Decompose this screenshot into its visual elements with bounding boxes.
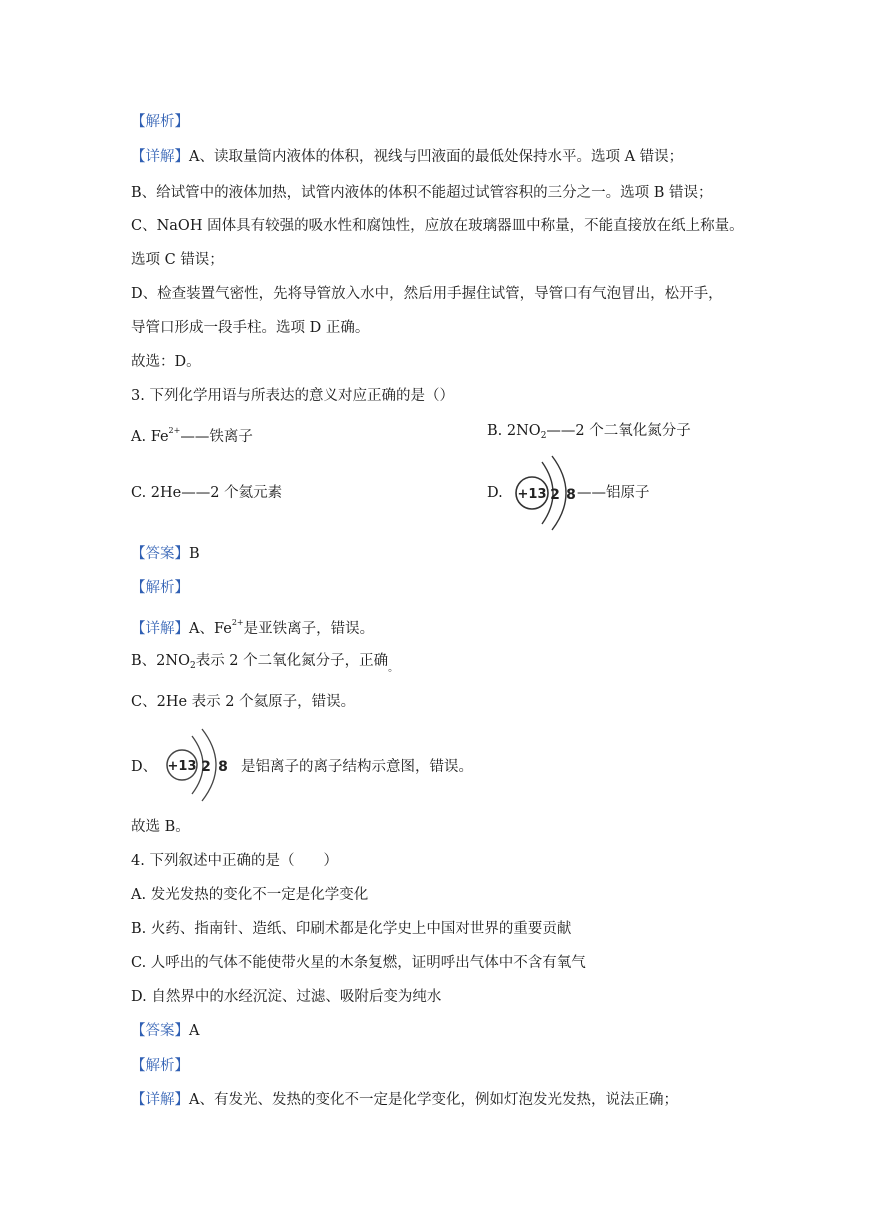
nucleus-charge: +13 (517, 487, 547, 502)
detail-line-c1: C、NaOH 固体具有较强的吸水性和腐蚀性，应放在玻璃器皿中称量，不能直接放在纸上称量。 (131, 218, 744, 234)
detail-line-d1: D、检查装置气密性，先将导管放入水中，然后用手握住试管，导管口有气泡冒出，松开手， (131, 286, 723, 302)
shell-2-electrons: 8 (566, 487, 576, 503)
q3-explanation-b (131, 651, 398, 679)
option-text: ——2 个二氧化氮分子 (546, 423, 691, 439)
q4-explanation-a (131, 1090, 678, 1110)
q3-option-d-text: ——铝原子 (577, 485, 650, 501)
analysis-tag: 【解析】 (131, 1058, 189, 1074)
q3-explanation-a (131, 613, 374, 639)
q3-conclusion: 故选 B。 (131, 819, 190, 835)
option-label: A. Fe (131, 429, 169, 445)
detail-line-a (131, 147, 683, 167)
answer-line (131, 544, 200, 564)
aluminum-ion-diagram (162, 724, 242, 806)
exp-text: 表示 2 个二氧化氮分子，正确 (195, 653, 389, 669)
detail-tag: 【详解】 (131, 149, 189, 165)
detail-tag: 【详解】 (131, 1092, 189, 1108)
q4-option-b: B. 火药、指南针、造纸、印刷术都是化学史上中国对世界的重要贡献 (131, 921, 572, 937)
detail-tag: 【详解】 (131, 621, 189, 637)
shell-2-electrons: 8 (218, 759, 228, 775)
q3-option-a (131, 421, 253, 447)
option-label: B. 2NO (487, 423, 541, 439)
exp-text: B、2NO (131, 653, 190, 669)
exp-punct: 。 (388, 663, 399, 674)
q3-option-d-label: D. (487, 485, 503, 501)
q4-option-d: D. 自然界中的水经沉淀、过滤、吸附后变为纯水 (131, 989, 442, 1005)
exp-text: A、有发光、发热的变化不一定是化学变化，例如灯泡发光发热，说法正确； (189, 1092, 678, 1108)
detail-line-c2: 选项 C 错误； (131, 252, 224, 268)
answer-value: B (189, 546, 200, 562)
q3-explanation-d-text: 是铝离子的离子结构示意图，错误。 (241, 759, 473, 775)
analysis-tag: 【解析】 (131, 580, 189, 596)
exp-text: A、Fe (189, 621, 232, 637)
exp-text: 是亚铁离子，错误。 (243, 621, 375, 637)
shell-1-electrons: 2 (201, 759, 211, 775)
aluminum-atom-diagram (508, 452, 588, 534)
q3-option-b (487, 421, 691, 446)
analysis-tag: 【解析】 (131, 114, 189, 130)
detail-text: A、读取量筒内液体的体积，视线与凹液面的最低处保持水平。选项 A 错误； (189, 149, 684, 165)
conclusion: 故选：D。 (131, 354, 201, 370)
nucleus-charge: +13 (167, 759, 197, 774)
question-4-stem: 4. 下列叙述中正确的是（ ） (131, 853, 338, 869)
answer-line (131, 1021, 199, 1041)
subscript: 2 (540, 431, 547, 441)
shell-1-electrons: 2 (550, 487, 560, 503)
detail-line-d2: 导管口形成一段手柱。选项 D 正确。 (131, 320, 370, 336)
answer-tag: 【答案】 (131, 546, 189, 562)
q3-explanation-c: C、2He 表示 2 个氦原子，错误。 (131, 694, 356, 710)
q3-option-c: C. 2He——2 个氦元素 (131, 485, 283, 501)
answer-value: A (189, 1023, 200, 1039)
answer-tag: 【答案】 (131, 1023, 189, 1039)
q3-explanation-d-label: D、 (131, 759, 158, 775)
subscript: 2 (189, 661, 196, 671)
superscript: 2+ (231, 618, 244, 627)
question-3-stem: 3. 下列化学用语与所表达的意义对应正确的是（） (131, 388, 454, 404)
option-text: ——铁离子 (180, 429, 253, 445)
q4-option-c: C. 人呼出的气体不能使带火星的木条复燃，证明呼出气体中不含有氧气 (131, 955, 586, 971)
detail-line-b: B、给试管中的液体加热，试管内液体的体积不能超过试管容积的三分之一。选项 B 错误； (131, 185, 713, 201)
superscript: 2+ (168, 426, 181, 435)
q4-option-a: A. 发光发热的变化不一定是化学变化 (131, 887, 369, 903)
